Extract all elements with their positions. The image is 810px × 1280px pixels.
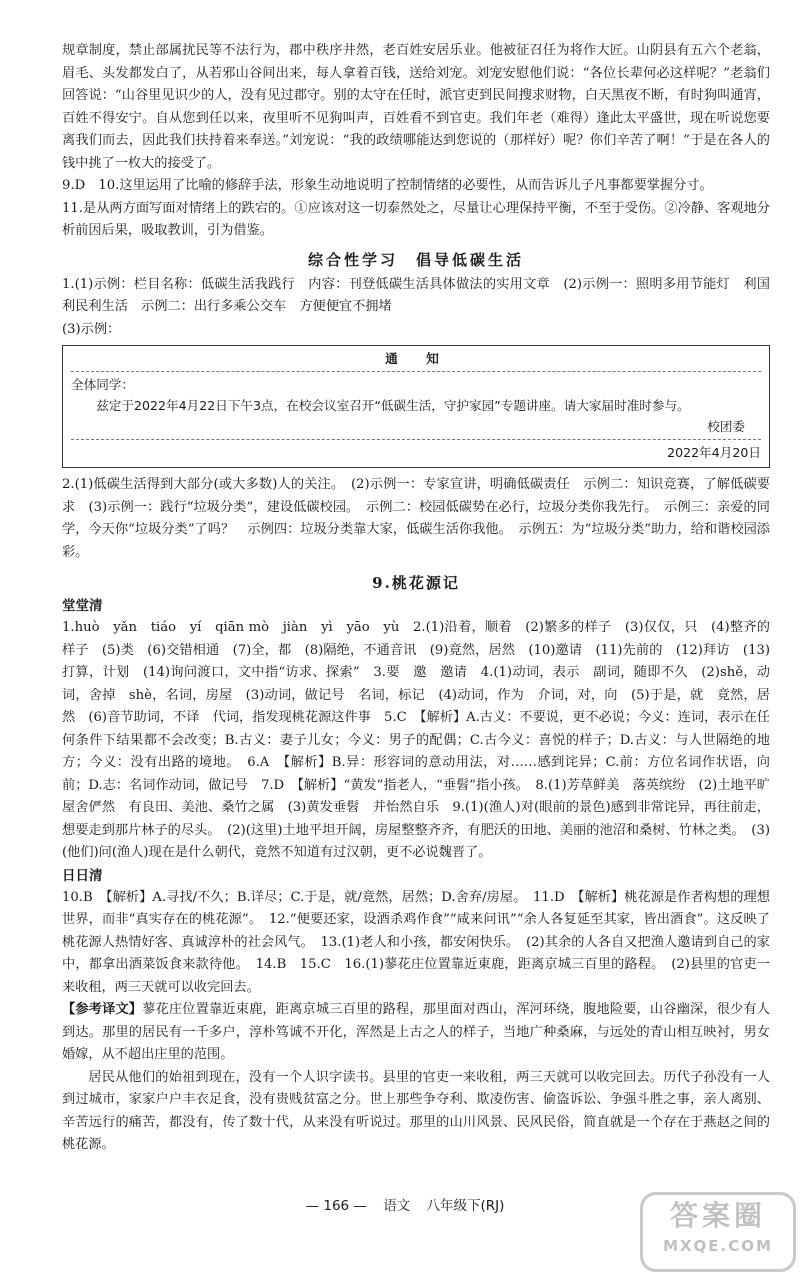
notice-signer: 校团委: [707, 419, 745, 434]
notice-date: 2022年4月20日: [667, 445, 761, 460]
section1-example-label: (3)示例：: [62, 321, 121, 337]
notice-box: [62, 345, 770, 468]
watermark-domain: MXQE.COM: [663, 1237, 773, 1255]
watermark-logo-text: 答案圈: [669, 1199, 766, 1232]
reference-text-2: 居民从他们的始祖到现在，没有一个人识字读书。县里的官吏一来收租，两三天就可以收完回去。历代子孙没有一人到过城市，家家户户丰衣足食，没有贵贱贫富之分。世上那些争夺利、欺凌伤害、偷盗诉讼、争强斗胜之事，亲人离别、辛苦远行的痛苦，都没有，传了数十代，从来没有听说过。那里的山川风景、民风民俗，简直就是一个存在于燕赵之间的桃花源。: [62, 1069, 770, 1152]
reference-text: 蓼花庄位置靠近束鹿，距离京城三百里的路程，那里面对西山，浑河环绕，腹地险要，山谷幽深，很少有人到达。那里的居民有一千多户，淳朴笃诚不开化，浑然是上古之人的样子，当地广种桑麻，与远处的青山相互映衬，男女婚嫁，从不超出庄里的范围。: [62, 1002, 770, 1062]
part-title-ririqing: 日日清: [62, 867, 103, 884]
notice-divider: [71, 371, 761, 372]
section-title: 综合性学习 倡导低碳生活: [307, 250, 524, 269]
answer-page: [62, 40, 784, 1157]
part1-answers: 1.huò yǎn tiáo yí qiān mò jiàn yì yāo yù 2.(1)沿着，顺着 (2)繁多的样子 (3)仅仅，只 (4)整齐的样子 (5)类 (6)交错相通 (7)全，都 (8)隔绝，不通音讯 (9)竟然，居然 (10)邀请 (11)先前的 (12)拜访 (13)打算，计划 (14)询问渡口，文中指“访求、探索” 3.要 邀 邀请 4.(1)动词，表示 副词，随即不久 (2)shě，动词，舍掉 shè，名词，房屋 (3)动词，做记号 名词，标记 (4)动词，作为 介词，对，向 (5)于是，就 竟然，居然 (6)音节助词，不译 代词，指发现桃花源这件事 5.C 【解析】A.古义：不要说，更不必说；今义：连词，表示在任何条件下结果都不会改变；B.古义：妻子儿女；今义：男子的配偶；C.古今义：喜悦的样子；D.古义：与人世隔绝的地方；今义：没有出路的境地。 6.A 【解析】B.异：形容词的意动用法，对……感到诧异；C.前：方位名词作状语，向前；D.志：名词作动词，做记号 7.D 【解析】“黄发”指老人，“垂髫”指小孩。 8.(1)芳草鲜美 落英缤纷 (2)土地平旷 屋舍俨然 有良田、美池、桑竹之属 (3)黄发垂髫 并怡然自乐 9.(1)(渔人)对(眼前的景色)感到非常诧异，再往前走，想要走到那片林子的尽头。 (2)(这里)土地平坦开阔，房屋整整齐齐，有肥沃的田地、美丽的池沼和桑树、竹林之类。 (3)(他们)问(渔人)现在是什么朝代，竟然不知道有过汉朝，更不必说魏晋了。: [62, 620, 784, 860]
answer-9-10: 9.D 10.这里运用了比喻的修辞手法，形象生动地说明了控制情绪的必要性，从而告诉儿子凡事都要掌握分寸。: [62, 178, 713, 193]
site-watermark-logo: [640, 1192, 796, 1272]
answer-11: 11.是从两方面写面对情绪上的跌宕的。①应该对这一切泰然处之，尽量让心理保持平衡，不至于受伤。②冷静、客观地分析前因后果，吸取教训，引为借鉴。: [62, 200, 770, 238]
page-number: — 166 —: [305, 1198, 367, 1214]
notice-divider: [71, 439, 761, 440]
notice-title: 通 知: [385, 351, 447, 366]
section1-answer-1: 1.(1)示例：栏目名称：低碳生活我践行 内容：刊登低碳生活具体做法的实用文章 (2)示例一：照明多用节能灯 利国利民利生活 示例二：出行多乘公交车 方便便宜不拥堵: [62, 276, 770, 314]
lesson-title: 9.桃花源记: [372, 574, 460, 592]
part2-answers: 10.B 【解析】A.寻找/不久；B.详尽；C.于是，就/竟然，居然；D.舍弃/房屋。 11.D 【解析】桃花源是作者构想的理想世界，而非“真实存在的桃花源”。 12.“便要还家，设酒杀鸡作食”“咸来问讯”“余人各复延至其家，皆出酒食”。这反映了桃花源人热情好客、真诚淳朴的社会风气。 13.(1)老人和小孩，都安闲快乐。 (2)其余的人各自又把渔人邀请到自己的家中，都拿出酒菜饭食来款待他。 14.B 15.C 16.(1)蓼花庄位置靠近東鹿，距离京城三百里的路程。 (2)县里的官吏一来收租，两三天就可以收完回去。: [62, 889, 770, 995]
notice-salutation: 全体同学：: [71, 377, 134, 392]
grade-label: 八年级下(RJ): [426, 1198, 505, 1214]
section1-answer-2: 2.(1)低碳生活得到大部分(或大多数)人的关注。 (2)示例一：专家宣讲，明确低碳责任 示例二：知识竞赛，了解低碳要求 (3)示例一：践行“垃圾分类”，建设低碳校园。 示例二：校园低碳势在必行，垃圾分类你我先行。 示例三：亲爱的同学，今天你“垃圾分类”了吗？ 示例四：垃圾分类靠大家，低碳生活你我他。 示例五：为“垃圾分类”助力，给和谐校园添彩。: [62, 477, 770, 560]
intro-translation: 规章制度，禁止部属扰民等不法行为，郡中秩序井然，老百姓安居乐业。他被征召任为将作大匠。山阴县有五六个老翁，眉毛、头发都发白了，从若邪山谷间出来，每人拿着百钱，送给刘宠。刘宠安慰他们说：“各位长辈何必这样呢？”老翁们回答说：“山谷里见识少的人，没有见过郡守。别的太守在任时，派官吏到民间搜求财物，白天黑夜不断，有时狗叫通宵，百姓不得安宁。自从您到任以来，夜里听不见狗叫声，百姓看不到官吏。我们年老（难得）逢此太平盛世，现在听说您要离我们而去，因此我们扶持着来奉送。”刘宠说：“我的政绩哪能达到您说的（那样好）呢？你们辛苦了啊！”于是在各人的钱中挑了一枚大的接受了。: [62, 43, 770, 171]
reference-label: 【参考译文】: [62, 1002, 143, 1017]
subject-label: 语文: [383, 1198, 411, 1214]
part-title-tangtangqing: 堂堂清: [62, 598, 103, 614]
notice-body: 兹定于2022年4月22日下午3点，在校会议室召开“低碳生活，守护家园”专题讲座。请大家届时准时参与。: [96, 398, 690, 413]
reference-translation: [62, 999, 770, 1067]
